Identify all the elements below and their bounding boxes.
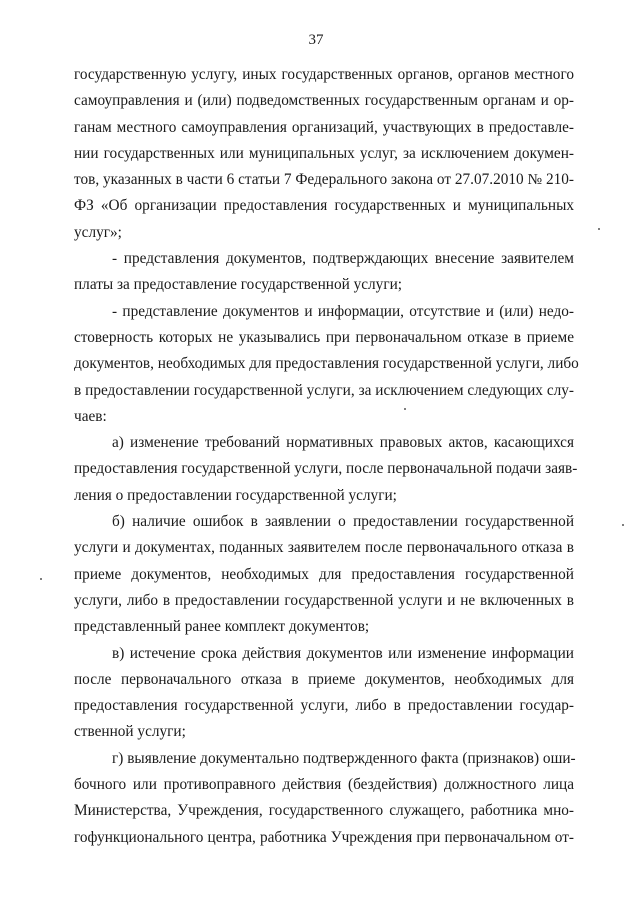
paragraph — [74, 246, 574, 299]
text-line: - представление документов и информации, отсутствие и (или) недо- — [112, 302, 574, 320]
paragraph — [74, 62, 574, 246]
text-line: предоставления государственной услуги, либо в предоставлении государ- — [74, 697, 574, 715]
text-line: предоставления государственной услуги, после первоначальной подачи заяв- — [74, 460, 578, 478]
scan-speck — [622, 524, 624, 526]
scan-speck — [598, 228, 600, 230]
text-line: Министерства, Учреждения, государственного служащего, работника мно- — [74, 802, 574, 820]
text-line: после первоначального отказа в приеме документов, необходимых для — [74, 670, 574, 688]
text-line: б) наличие ошибок в заявлении о предоставлении государственной — [112, 513, 574, 531]
text-line: стоверность которых не указывались при первоначальном отказе в приеме — [74, 328, 574, 346]
text-line: услуги, либо в предоставлении государственной услуги и не включенных в — [74, 591, 574, 609]
text-line: приеме документов, необходимых для предоставления государственной — [74, 565, 574, 583]
paragraph — [74, 641, 574, 746]
text-line: гофункционального центра, работника Учреждения при первоначальном от- — [74, 828, 574, 846]
text-line: в) истечение срока действия документов или изменение информации — [112, 644, 574, 662]
text-line: ФЗ «Об организации предоставления государственных и муниципальных — [74, 197, 574, 215]
paragraph — [74, 746, 574, 851]
text-line: - представления документов, подтверждающих внесение заявителем — [112, 250, 574, 268]
document-body — [74, 62, 579, 851]
page-number: 37 — [308, 32, 324, 48]
text-line: платы за предоставление государственной услуги; — [74, 276, 403, 294]
scan-speck — [40, 578, 42, 580]
paragraph — [74, 509, 574, 640]
text-line: г) выявление документально подтвержденного факта (признаков) оши- — [112, 749, 576, 767]
paragraph — [74, 430, 578, 509]
text-line: чаев: — [74, 407, 107, 425]
text-line: ления о предоставлении государственной услуги; — [74, 486, 397, 504]
text-line: бочного или противоправного действия (бездействия) должностного лица — [74, 776, 574, 794]
text-line: представленный ранее комплект документов; — [74, 618, 370, 636]
text-line: государственную услугу, иных государственных органов, органов местного — [74, 66, 574, 83]
text-line: услуги и документах, поданных заявителем после первоначального отказа в — [74, 539, 574, 557]
text-line: документов, необходимых для предоставления государственной услуги, либо — [74, 355, 579, 373]
text-line: в предоставлении государственной услуги, за исключением следующих слу- — [74, 381, 574, 399]
text-line: услуг»; — [74, 223, 122, 241]
text-line: нии государственных или муниципальных услуг, за исключением докумен- — [74, 144, 574, 162]
paragraph — [74, 299, 579, 430]
text-line: а) изменение требований нормативных правовых актов, касающихся — [112, 434, 574, 452]
text-line: ганам местного самоуправления организаций, участвующих в предоставле- — [74, 118, 574, 136]
scan-speck — [404, 408, 406, 410]
text-line: тов, указанных в части 6 статьи 7 Федерального закона от 27.07.2010 № 210- — [74, 171, 574, 189]
text-line: самоуправления и (или) подведомственных государственным органам и ор- — [74, 92, 574, 110]
text-line: ственной услуги; — [74, 723, 186, 741]
